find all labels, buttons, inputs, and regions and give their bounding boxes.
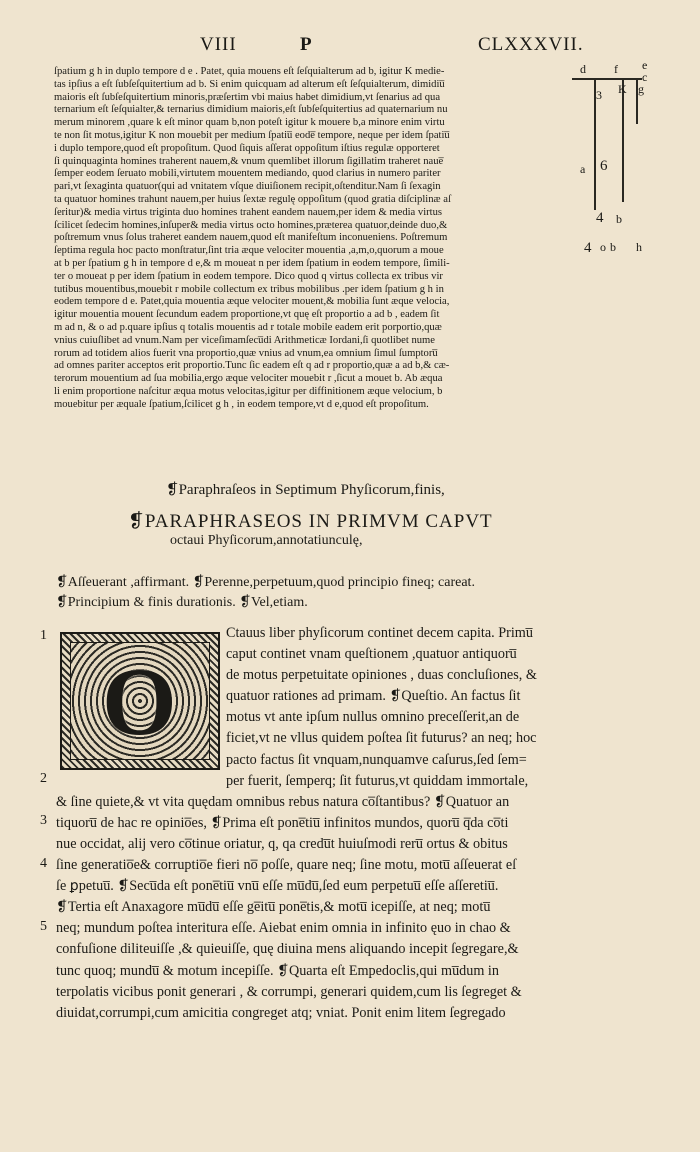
text-line: li enim proportione naſcitur æqua motus velocitas,igitur per diffinitionem æque velocium, b <box>54 385 443 397</box>
page-header <box>0 34 700 60</box>
text-line: ta quatuor homines trahunt nauem,per huius ſextæ regulę oppoſitum (quod gratia diſciplinæ aſ <box>54 193 451 205</box>
chapter-title: ❡PARAPHRASEOS IN PRIMVM CAPVT <box>128 511 493 532</box>
diagram-label: 4 <box>584 240 592 256</box>
margin-number: 1 <box>40 628 47 643</box>
diagram-label: g <box>638 82 644 96</box>
diagram-label: b <box>610 240 616 254</box>
text-line: ad omnes pariter acceptos erit proportio.Tunc ſic eadem eſt q ad r proportio,quæ a ad b,& cæ- <box>54 360 450 372</box>
text-line: per fuerit, ſemperq; ſit futurus,vt quiddam immortale, <box>226 772 529 789</box>
diagram-label: c <box>642 70 648 84</box>
text-line: Ctauus liber phyſicorum continet decem capita. Primu̅ <box>226 625 533 641</box>
gloss-line: ❡Principium & finis durationis. ❡Vel,etiam. <box>56 595 308 610</box>
text-line: vnius cuiuſlibet ad vnum.Nam per viceſimamſecu̅di Arithmeticæ Iordani,ſi quotlibet nume <box>54 334 435 346</box>
text-line: ſine generatio̅e& corruptio̅e fieri no̅ poſſe, quare neq; ſine motu, motu̅ aſſeuerat eſ <box>56 857 517 874</box>
main-text-block <box>56 623 576 1024</box>
text-line: te non ſit motus,igitur K non mouebit per medium ſpatiu̅ eode̅ tempore, neque per idem ſpatiu̅ <box>54 129 450 141</box>
text-line: ſeritur)& media virtus triginta duo homines trahent eandem nauem,per idem & media virtus <box>54 206 443 218</box>
text-line: confuſione diliteuiſſe ,& quieuiſſe, quę diuina mens aliquando incepit ſegregare,& <box>56 941 519 958</box>
signature-mark: P <box>300 34 313 55</box>
gloss-notes <box>56 573 576 613</box>
margin-number: 5 <box>40 919 47 934</box>
text-line: tas ipſius a eſt ſubſeſquitertium ad b. Si enim quicquam ad alterum eſt ſeſquialterum, dimidiu̅ <box>54 78 445 90</box>
text-line: pacto factus ſit vnquam,nunquamve caſurus,ſed ſem= <box>226 751 527 768</box>
diagram-label: 4 <box>596 210 604 226</box>
text-line: tiquoru̅ de hac re opinio̅es, ❡Prima eſt pone̅tiu̅ infinitos mundos, quoru̅ q̅da co̅ti <box>56 814 509 831</box>
text-line: tunc quoq; mundu̅ & motum incepiſſe. ❡Quarta eſt Empedoclis,qui mu̅dum in <box>56 962 499 979</box>
text-line: ſe ꝑpetuu̅. ❡Secu̅da eſt pone̅tiu̅ vnu̅ eſſe mu̅du̅,ſed eum perpetuu̅ eſſe aſſeretiu̅. <box>56 878 499 895</box>
chapter-subtitle: octaui Phyſicorum,annotatiunculę, <box>170 533 363 548</box>
margin-number: 3 <box>40 813 47 828</box>
diagram-label: f <box>614 62 618 76</box>
text-line: merum minorem ,quare k eſt minor quam b,non poteſt igitur k mouere b,a minore enim virtu <box>54 117 445 129</box>
text-line: eodem tempore d e. Patet,quia mouentia æque velociter mouent,& mobilia ſunt æque velocia, <box>54 296 450 308</box>
text-line: ſcilicet ſedecim homines,inſuper& media virtus octo homines,præterea quatuor,deinde duo,& <box>54 219 448 231</box>
diagram-label: b <box>616 212 622 226</box>
diagram-label: d <box>580 62 586 76</box>
text-line: maioris eſt ſubſeſquitertium minoris,præſertim vbi maius habet dimidium,vt ſenarius ad qua <box>54 91 441 103</box>
text-line: mouebitur per æquale ſpatium,ſcilicet g h , in eodem tempore,vt d e,quod eſt propoſitum. <box>54 398 429 410</box>
text-line: ſi quinquaginta homines traherent nauem,& vnum quemlibet illorum ſigillatim traheret naue̅ <box>54 155 444 167</box>
text-line: ter o moueat p per idem ſpatium in eodem tempore. Dico quod q virtus collecta ex tribus vir <box>54 270 443 282</box>
margin-number: 4 <box>40 856 47 871</box>
section-end-line: ❡Paraphraſeos in Septimum Phyſicorum,finis, <box>166 482 445 498</box>
header-left: VIII <box>200 34 237 55</box>
diagram-label: 6 <box>600 158 608 174</box>
text-line: diuidat,corrumpi,cum amicitia congreget atq; vniat. Ponit enim litem ſegregado <box>56 1004 506 1021</box>
text-line: nue occidat, alij vero co̅tinue oriatur, q, qa credu̅t huiuſmodi reru̅ ortus & obitus <box>56 835 508 852</box>
text-line: i duplo tempore,quod eſt propoſitum. Quod ſiquis aſſerat oppoſitum iſtius regulæ opporteret <box>54 142 440 154</box>
text-line: rorum ad totidem alios fuerit vna proportio,quæ vnius ad vnum,ea omnium ſimul ſumptoru̅ <box>54 347 438 359</box>
diagram-label: e <box>642 58 648 72</box>
text-line: ſemper eodem ſeruato mobili,virtutem mouentem mediando, quod clarius in numero pariter <box>54 168 441 180</box>
diagram-label: a <box>580 162 586 176</box>
diagram-line <box>572 78 642 80</box>
initial-letter: O <box>102 648 177 755</box>
text-line: pari,vt ſexaginta quatuor(qui ad vnitatem vſque diuiſionem recipit,oſtenditur.Nam ſi ſexagin <box>54 181 441 193</box>
margin-number: 2 <box>40 771 47 786</box>
diagram-label: o <box>600 240 606 254</box>
text-line: quatuor rationes ad primam. ❡Queſtio. An factus ſit <box>226 688 521 705</box>
text-line: m ad n, & o ad p.quare ipſius q totalis mouentis ad r totale mobile eadem erit porportio,quæ <box>54 321 442 333</box>
text-line: motus vt ante ipſum nullus omnino preceſſerit,an de <box>226 709 520 726</box>
text-line: poſtremum vnus ſolus traheret eandem nauem,quod eſt manifeſtum inconueniens. Poſtremum <box>54 232 448 244</box>
upper-text-block <box>54 66 574 412</box>
diagram-label: 3 <box>596 88 602 102</box>
text-line: ſeptima regula hoc pacto monſtratur,ſint tria æque velociter mouentia ,a,m,o,quorum a moue <box>54 245 444 257</box>
text-line: ternarium eſt ſeſquialter,& ternarius dimidium maioris,eſt ſubſeſquitertius ad quaternarium nu <box>54 104 448 116</box>
text-line: ſpatium g h in duplo tempore d e . Patet, quia mouens eſt ſeſquialterum ad b, igitur K medie- <box>54 66 445 77</box>
text-line: terpolatis vicibus ponit generari , & corrumpi, generari quidem,cum lis ſegreget & <box>56 983 522 1000</box>
text-line: igitur mouentia mouent ſecundum eadem proportione,vt quę eſt proportio a ad b , eadem ſit <box>54 309 440 321</box>
text-line: ficiet,vt ne vllus quidem poſtea ſit futurus? an neq; hoc <box>226 730 537 747</box>
gloss-line: ❡Aſſeuerant ,affirmant. ❡Perenne,perpetuum,quod principio fineq; careat. <box>56 575 475 590</box>
text-line: tutibus mouentibus,mouebit r mobile collectum ex tribus mobilibus .per idem ſpatium g h in <box>54 283 444 295</box>
diagram-label: h <box>636 240 642 254</box>
text-line: neq; mundum poſtea interitura eſſe. Aiebat enim omnia in infinito ęuo in chao & <box>56 920 511 937</box>
diagram-label: K <box>618 82 627 96</box>
folio-number: CLXXXVII. <box>478 34 584 55</box>
text-line: & ſine quiete,& vt vita quędam omnibus rebus natura co̅ſtantibus? ❡Quatuor an <box>56 793 510 810</box>
text-line: de motus perpetuitate opiniones , duas concluſiones, & <box>226 667 537 684</box>
text-line: caput continet vnam queſtionem ,quatuor antiquoru̅ <box>226 646 517 663</box>
text-line: at b per ſpatium g h in tempore d e,& m moueat n per idem ſpatium in eodem tempore, ſimili- <box>54 257 450 269</box>
motion-diagram <box>572 58 682 302</box>
text-line: terorum mouentium ad ſua mobilia,ergo æque velociter mouebit r ,ſicut a mouet b. Ab æqua <box>54 373 443 385</box>
text-line: ❡Tertia eſt Anaxagore mu̅du̅ eſſe ge̅itu̅ pone̅tis,& motu̅ icepiſſe, at neq; motu̅ <box>56 899 491 916</box>
